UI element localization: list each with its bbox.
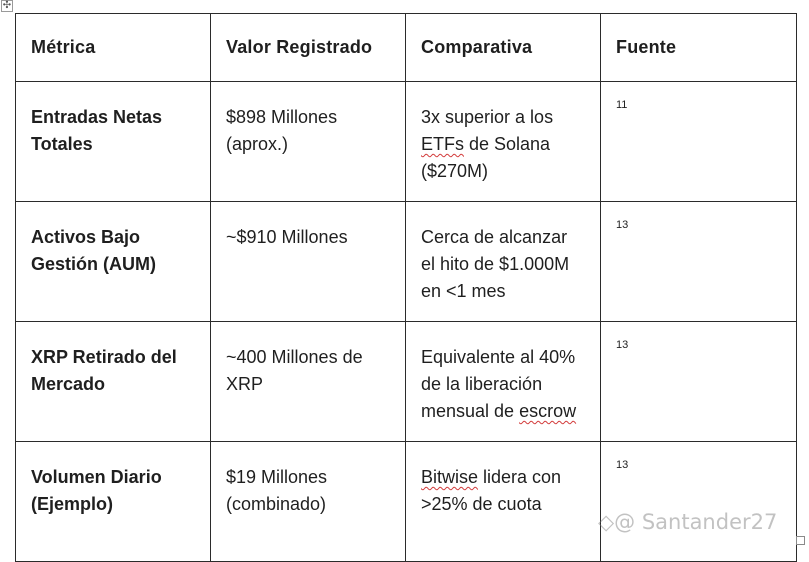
watermark: ◇@ Santander27 bbox=[598, 510, 778, 534]
metric-text: Entradas Netas bbox=[31, 107, 163, 127]
value-text: XRP bbox=[226, 374, 264, 394]
comparison-text: en <1 mes bbox=[421, 281, 506, 301]
header-fuente[interactable]: Fuente bbox=[601, 14, 797, 82]
comparison-text: mensual de bbox=[421, 401, 520, 421]
source-cell[interactable] bbox=[601, 82, 797, 202]
metric-text: Totales bbox=[31, 134, 93, 154]
table-row bbox=[16, 322, 797, 442]
spellcheck-word: Bitwise bbox=[421, 467, 479, 487]
comparison-text: lidera con bbox=[478, 467, 562, 487]
source-reference[interactable]: 13 bbox=[616, 459, 629, 471]
spellcheck-word: escrow bbox=[519, 401, 577, 421]
metric-text: Gestión (AUM) bbox=[31, 254, 156, 274]
metric-cell[interactable] bbox=[16, 442, 211, 562]
comparison-text: Equivalente al 40% bbox=[421, 347, 576, 367]
comparison-text: >25% de cuota bbox=[421, 494, 542, 514]
table-row bbox=[16, 202, 797, 322]
comparison-text: 3x superior a los bbox=[421, 107, 554, 127]
value-text: ~400 Millones de bbox=[226, 347, 363, 367]
comparison-text: de la liberación bbox=[421, 374, 543, 394]
spellcheck-word: ETFs bbox=[421, 134, 464, 154]
comparison-cell[interactable] bbox=[406, 322, 601, 442]
metric-text: Mercado bbox=[31, 374, 106, 394]
comparison-text: Cerca de alcanzar bbox=[421, 227, 568, 247]
comparison-cell[interactable] bbox=[406, 202, 601, 322]
comparison-text: ($270M) bbox=[421, 161, 489, 181]
metric-cell[interactable] bbox=[16, 322, 211, 442]
source-reference[interactable]: 11 bbox=[616, 99, 628, 111]
comparison-text: el hito de $1.000M bbox=[421, 254, 570, 274]
value-text: (aprox.) bbox=[226, 134, 289, 154]
table-move-handle-icon[interactable]: ✣ bbox=[2, 0, 12, 11]
header-metrica[interactable]: Métrica bbox=[16, 14, 211, 82]
header-comparativa[interactable]: Comparativa bbox=[406, 14, 601, 82]
value-text: (combinado) bbox=[226, 494, 327, 514]
comparison-text: de Solana bbox=[464, 134, 551, 154]
source-reference[interactable]: 13 bbox=[616, 339, 629, 351]
header-valor-registrado[interactable]: Valor Registrado bbox=[211, 14, 406, 82]
value-text: ~$910 Millones bbox=[226, 227, 348, 247]
metric-text: (Ejemplo) bbox=[31, 494, 114, 514]
value-text: $898 Millones bbox=[226, 107, 338, 127]
source-cell[interactable] bbox=[601, 442, 797, 562]
source-cell[interactable] bbox=[601, 322, 797, 442]
value-text: $19 Millones bbox=[226, 467, 328, 487]
metric-text: Volumen Diario bbox=[31, 467, 162, 487]
table-row bbox=[16, 442, 797, 562]
value-cell[interactable] bbox=[211, 82, 406, 202]
value-cell[interactable] bbox=[211, 322, 406, 442]
comparison-cell[interactable] bbox=[406, 82, 601, 202]
table-header-row bbox=[16, 14, 797, 82]
comparison-cell[interactable] bbox=[406, 442, 601, 562]
table-row bbox=[16, 82, 797, 202]
metric-cell[interactable] bbox=[16, 82, 211, 202]
value-cell[interactable] bbox=[211, 442, 406, 562]
metric-cell[interactable] bbox=[16, 202, 211, 322]
source-cell[interactable] bbox=[601, 202, 797, 322]
table-resize-handle-icon[interactable] bbox=[796, 536, 805, 545]
metric-text: Activos Bajo bbox=[31, 227, 141, 247]
value-cell[interactable] bbox=[211, 202, 406, 322]
metric-text: XRP Retirado del bbox=[31, 347, 177, 367]
source-reference[interactable]: 13 bbox=[616, 219, 629, 231]
metrics-table bbox=[15, 13, 797, 562]
